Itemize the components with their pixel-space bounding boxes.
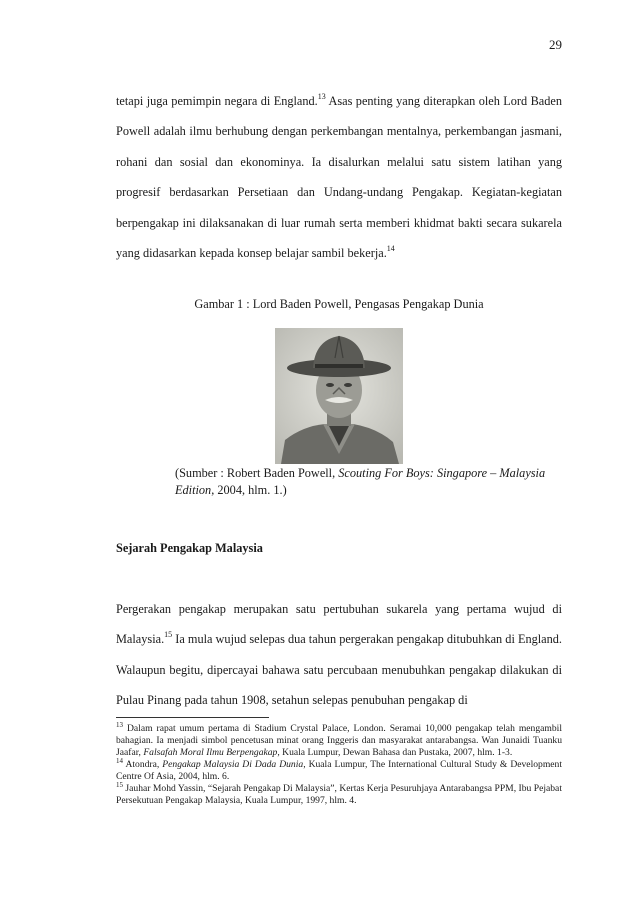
- body-paragraph-2: [116, 594, 562, 716]
- footnote-ref-14: 14: [386, 244, 395, 254]
- figure-caption: Gambar 1 : Lord Baden Powell, Pengasas Pengakap Dunia: [194, 297, 484, 311]
- footnotes: [116, 723, 562, 807]
- footnote-text: Atondra,: [123, 759, 163, 770]
- footnote-text: , Kuala Lumpur, Dewan Bahasa dan Pustaka, 2007, hlm. 1-3.: [277, 747, 513, 758]
- footnote-text: Dalam rapat umum pertama di Stadium Crystal Palace, London. Seramai 10,000 pengakap telah mengambil bahagian. Ia menjadi simbol pencetusan minat orang Inggeris dan masyarakat antarabangsa. Wan Junaidi Tuanku Jaafar,: [116, 723, 562, 758]
- footnote-title: Pengakap Malaysia Di Dada Dunia: [162, 759, 304, 770]
- section-heading: Sejarah Pengakap Malaysia: [116, 541, 263, 555]
- portrait-illustration: [275, 328, 403, 464]
- footnote-13: [116, 723, 562, 759]
- footnote-text: Jauhar Mohd Yassin, “Sejarah Pengakap Di Malaysia”, Kertas Kerja Pesuruhjaya Antarabangsa PPM, Ibu Pejabat Persekutuan Pengakap Malaysia, Kuala Lumpur, 1997, hlm. 4.: [116, 783, 562, 806]
- footnote-number: 15: [116, 781, 123, 789]
- footnote-ref-15: 15: [164, 630, 173, 640]
- footnote-text: , Kuala Lumpur, The International Cultural Study & Development Centre Of Asia, 2004, hlm. 6.: [116, 759, 563, 782]
- footnote-title: Falsafah Moral Ilmu Berpengakap: [143, 747, 278, 758]
- paragraph-text: tetapi juga pemimpin negara di England.: [116, 94, 318, 108]
- paragraph-text: Asas penting yang diterapkan oleh Lord Baden Powell adalah ilmu berhubung dengan perkembangan mentalnya, perkembangan jasmani, rohani dan sosial dan ekonominya. Ia disalurkan melalui satu sistem latihan yang progresif berdasarkan Persetiaan dan Undang-undang Pengakap. Kegiatan-kegiatan berpengakap ini dilaksanakan di luar rumah serta memberi khidmat bakti secara sukarela yang didasarkan kepada konsep belajar sambil bekerja.: [116, 94, 562, 261]
- source-text: , 2004, hlm. 1.): [211, 483, 287, 497]
- body-paragraph-1: [116, 86, 562, 268]
- page-number: 29: [549, 37, 562, 52]
- paragraph-text: Ia mula wujud selepas dua tahun pergerakan pengakap ditubuhkan di England. Walaupun begitu, dipercayai bahawa satu percubaan menubuhkan pengakap dilakukan di Pulau Pinang pada tahun 1908, setahun selepas penubuhan pengakap di: [116, 632, 562, 708]
- figure-source: [175, 465, 565, 499]
- footnote-15: [116, 783, 562, 807]
- footnote-number: 13: [116, 721, 123, 729]
- paragraph-text: Pergerakan pengakap merupakan satu pertubuhan sukarela yang pertama wujud di Malaysia.: [116, 602, 562, 647]
- footnote-ref-13: 13: [317, 92, 326, 101]
- source-text: (Sumber : Robert Baden Powell,: [175, 466, 339, 480]
- footnote-number: 14: [116, 757, 123, 765]
- portrait-photo: [275, 328, 403, 464]
- footnote-divider: [116, 717, 269, 718]
- source-book-title: Scouting For Boys: Singapore – Malaysia Edition: [175, 466, 546, 497]
- footnote-14: [116, 759, 562, 783]
